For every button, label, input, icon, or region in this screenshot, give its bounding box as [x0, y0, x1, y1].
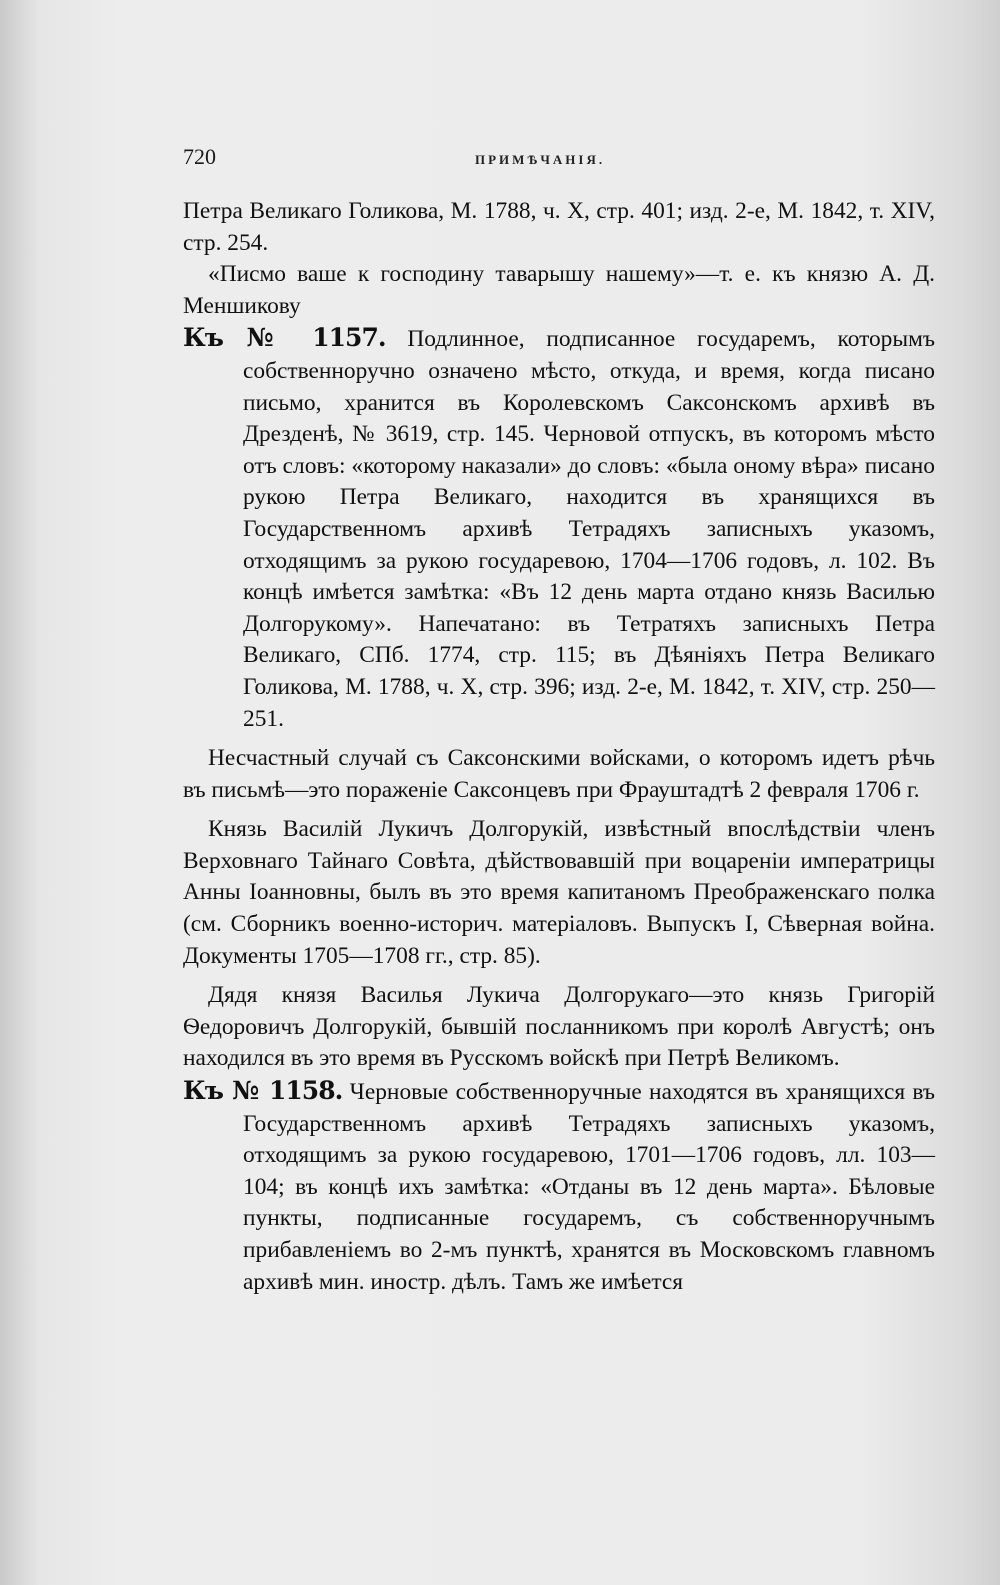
paragraph-text: Дядя князя Василья Лукича Долгорукаго—это князь Григорій Ѳедоровичъ Долгорукій, бывшій посланникомъ при королѣ Августѣ; онъ находился въ это время въ Русскомъ войскѣ при Петрѣ Великомъ.: [183, 982, 935, 1072]
paragraph: [183, 743, 935, 806]
page-number: 720: [183, 144, 216, 169]
entry-label: Къ № 1158.: [183, 1076, 343, 1106]
paragraph-text: Несчастный случай съ Саксонскими войсками, о которомъ идетъ рѣчь въ письмѣ—это пораженіе Саксонцевъ при Фрауштадтѣ 2 февраля 1706 г.: [183, 745, 935, 803]
page-body: [183, 196, 935, 1298]
running-head: ПРИМѢЧАНІЯ.: [475, 152, 606, 167]
paragraph: [183, 980, 935, 1075]
paragraph-text: Князь Василій Лукичъ Долгорукій, извѣстный впослѣдствіи членъ Верховнаго Тайнаго Совѣта, дѣйствовавшій при воцареніи императрицы Анны Іоанновны, былъ въ это время капитаномъ Преображенскаго полка (см. Сборникъ военно-историч. матеріаловъ. Выпускъ I, Сѣверная война. Документы 1705—1708 гг., стр. 85).: [183, 816, 935, 969]
entry-label: Къ № 1157.: [183, 323, 386, 353]
entry-1157: [183, 322, 935, 735]
paragraph-text: «Писмо ваше к господину таварышу нашему»—т. е. къ князю А. Д. Меншикову: [183, 261, 935, 319]
entry-1158: [183, 1075, 935, 1298]
paragraph-text: Петра Великаго Голикова, М. 1788, ч. X, стр. 401; изд. 2-е, М. 1842, т. XIV, стр. 254.: [183, 198, 935, 256]
paragraph-continuation: [183, 196, 935, 259]
entry-text: Подлинное, подписанное государемъ, которымъ собственноручно означено мѣсто, откуда, и время, когда писано письмо, хранится въ Королевскомъ Саксонскомъ архивѣ въ Дрезденѣ, № 3619, стр. 145. Черновой отпускъ, въ которомъ мѣсто отъ словъ: «которому наказали» до словъ: «была оному вѣра» писано рукою Петра Великаго, находится въ хранящихся въ Государственномъ архивѣ Тетрадяхъ записныхъ указомъ, отходящимъ за рукою государевою, 1704—1706 годовъ, л. 102. Въ концѣ имѣется замѣтка: «Въ 12 день марта отдано князь Василью Долгорукому». Напечатано: въ Тетратяхъ записныхъ Петра Великаго, СПб. 1774, стр. 115; въ Дѣяніяхъ Петра Великаго Голикова, М. 1788, ч. X, стр. 396; изд. 2-е, М. 1842, т. XIV, стр. 250—251.: [243, 326, 935, 732]
entry-text: Черновые собственноручные находятся въ хранящихся въ Государственномъ архивѣ Тетрадяхъ записныхъ указомъ, отходящимъ за рукою государевою, 1701—1706 годовъ, лл. 103—104; въ концѣ ихъ замѣтка: «Отданы въ 12 день марта». Бѣловые пункты, подписанные государемъ, съ собственноручнымъ прибавленіемъ во 2-мъ пунктѣ, хранятся въ Московскомъ главномъ архивѣ мин. иностр. дѣлъ. Тамъ же имѣется: [243, 1079, 935, 1295]
paragraph: [183, 259, 935, 322]
paragraph: [183, 814, 935, 972]
page-header: [183, 140, 935, 180]
